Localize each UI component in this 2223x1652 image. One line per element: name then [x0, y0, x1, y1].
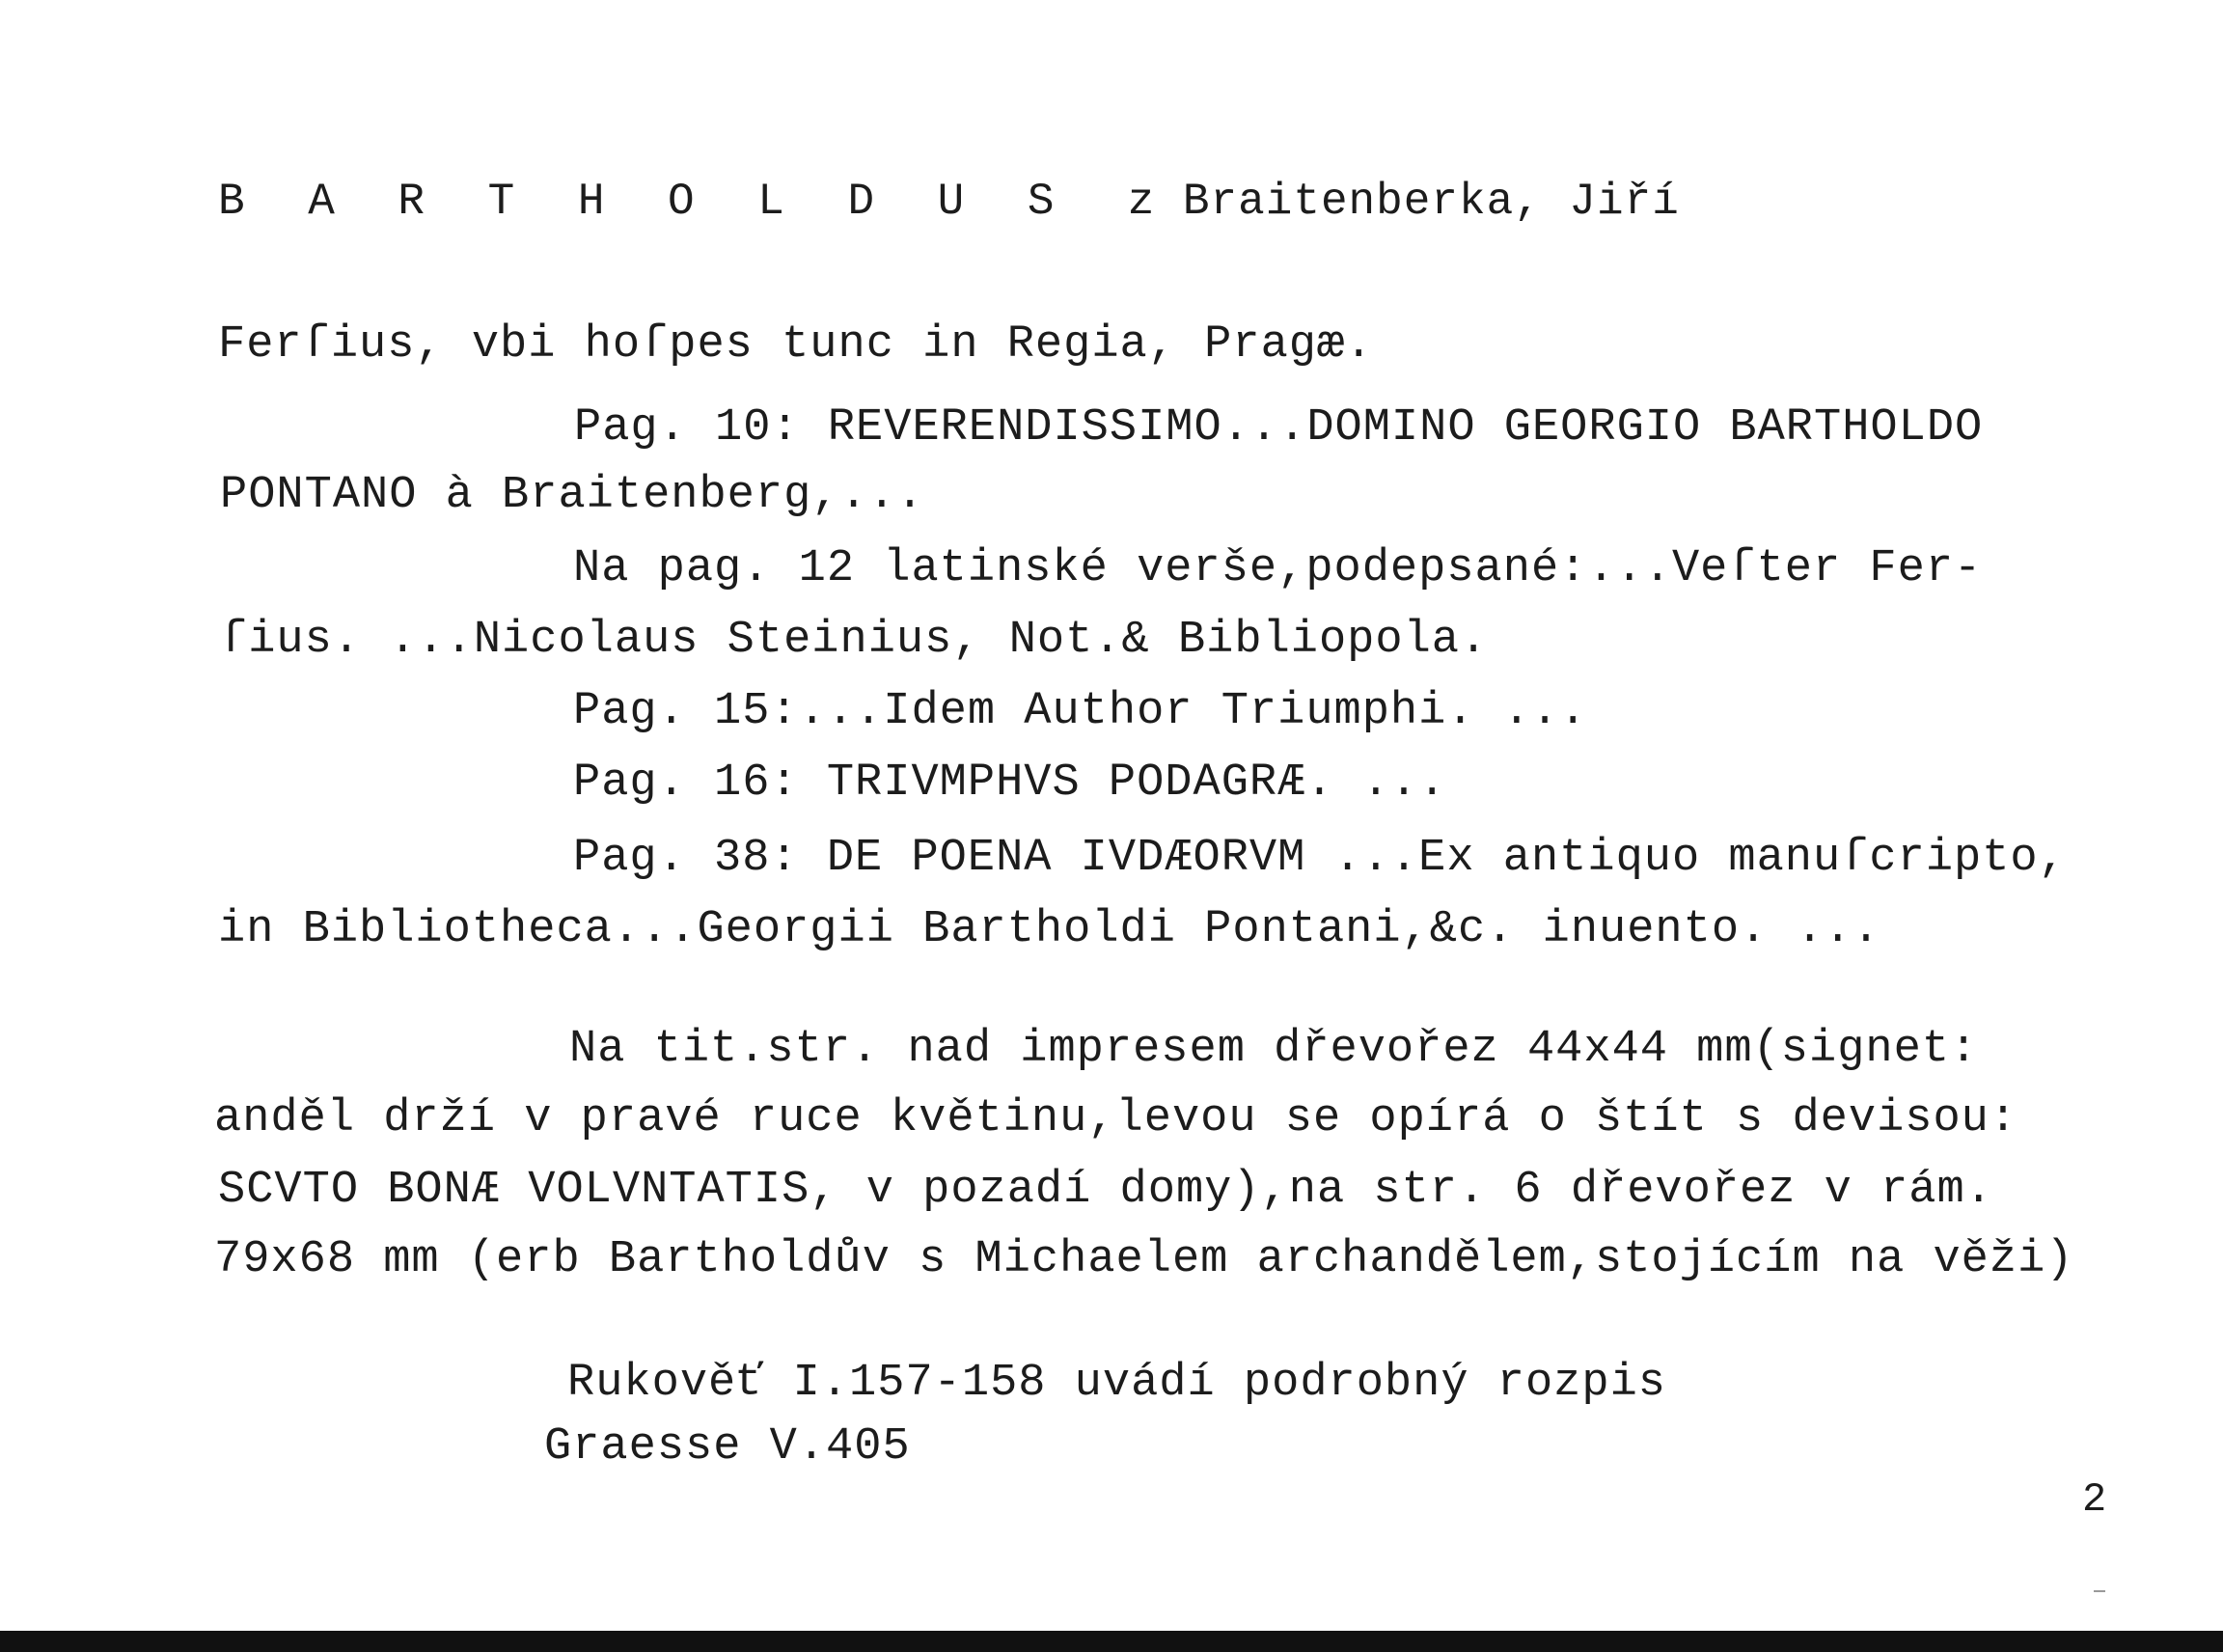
text-line: Ferſius, vbi hoſpes tunc in Regia, Pragæ.	[218, 319, 1374, 371]
page-number: 2	[2082, 1476, 2107, 1523]
text-line: Pag. 16: TRIVMPHVS PODAGRÆ. ...	[573, 757, 1447, 809]
text-line: in Bibliotheca...Georgii Bartholdi Pontani,&c. inuento. ...	[218, 904, 1881, 955]
text-line: ſius. ...Nicolaus Steinius, Not.& Bibliopola.	[220, 615, 1489, 666]
scan-bottom-edge	[0, 1631, 2223, 1652]
heading	[218, 177, 1680, 227]
text-line: PONTANO à Braitenberg,...	[220, 470, 925, 521]
scan-speck	[2094, 1590, 2105, 1592]
reference-line: Graesse V.405	[544, 1421, 911, 1473]
text-line: Na tit.str. nad impresem dřevořez 44x44 mm(signet:	[569, 1024, 1979, 1075]
text-line: Na pag. 12 latinské verše,podepsané:...Veſter Fer-	[573, 543, 1983, 594]
text-line: SCVTO BONÆ VOLVNTATIS, v pozadí domy),na str. 6 dřevořez v rám.	[218, 1165, 1993, 1216]
text-line: Pag. 38: DE POENA IVDÆORVM ...Ex antiquo manuſcripto,	[573, 833, 2067, 884]
reference-line: Rukověť I.157-158 uvádí podrobný rozpis	[567, 1358, 1666, 1409]
text-line: Pag. 10: REVERENDISSIMO...DOMINO GEORGIO BARTHOLDO	[574, 402, 1984, 454]
text-line: Pag. 15:...Idem Author Triumphi. ...	[573, 686, 1588, 737]
heading-surname: B A R T H O L D U S	[218, 177, 1073, 227]
text-line: anděl drží v pravé ruce květinu,levou se opírá o štít s devisou:	[214, 1093, 2018, 1144]
text-line: 79x68 mm (erb Bartholdův s Michaelem archandělem,stojícím na věži)	[214, 1234, 2074, 1285]
heading-given-name: z Braitenberka, Jiří	[1127, 177, 1680, 227]
